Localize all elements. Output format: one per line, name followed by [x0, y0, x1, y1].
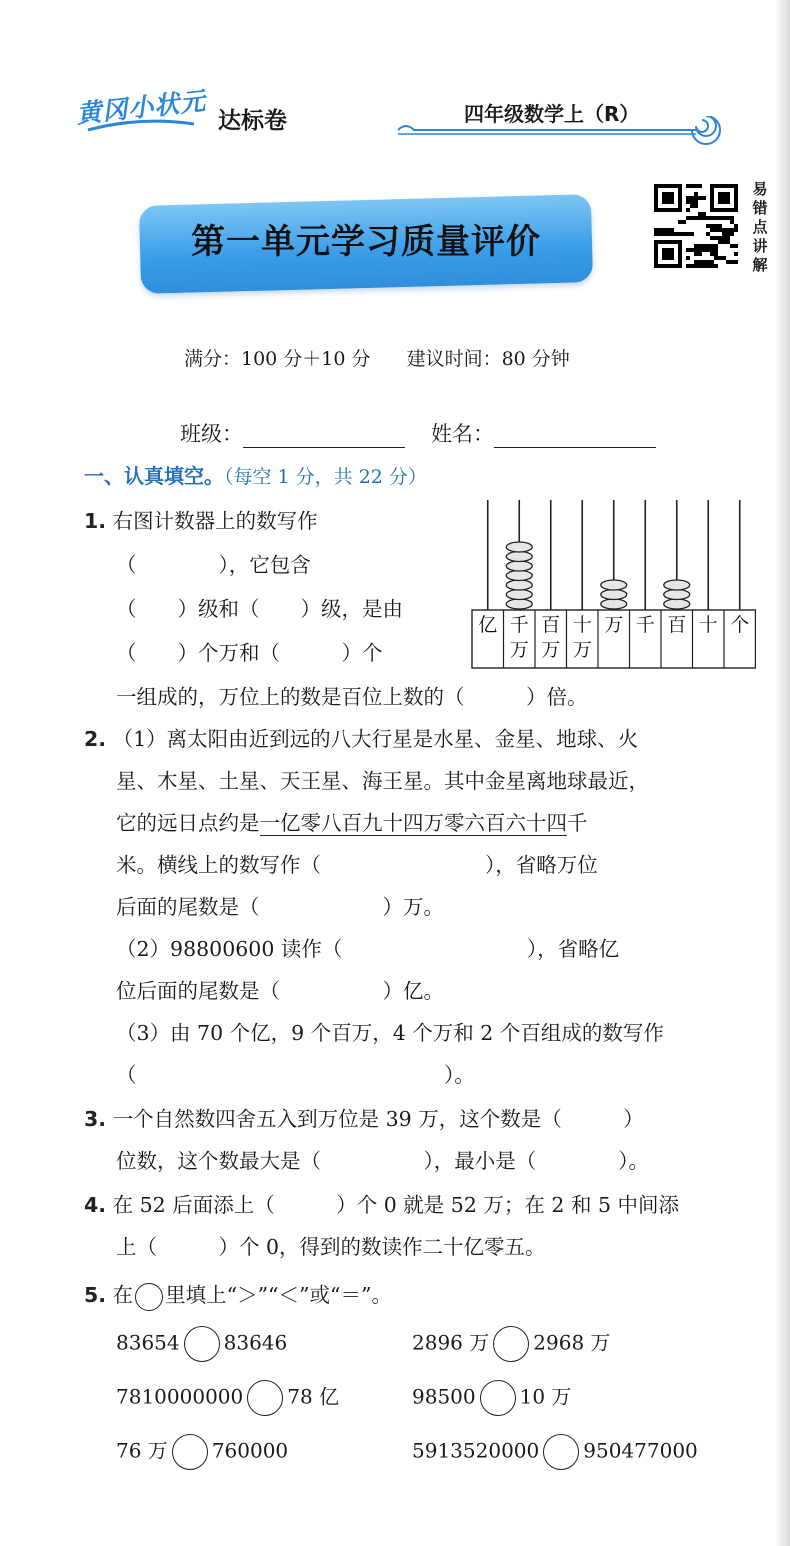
compare-item [116, 1380, 339, 1416]
compare-right: 10 万 [519, 1384, 572, 1409]
compare-right: 760000 [211, 1438, 289, 1463]
answer-circle[interactable] [247, 1380, 283, 1416]
abacus-place-label: 千 [509, 614, 529, 636]
abacus-place-label: 个 [730, 614, 750, 636]
q2-text: 千 [567, 811, 588, 835]
section-heading [84, 460, 427, 489]
abacus-bead [506, 561, 532, 571]
abacus-bead [506, 552, 532, 562]
q2-part2-line-2[interactable]: 位后面的尾数是（ ）亿。 [116, 979, 444, 1003]
q1-line-5[interactable]: 一组成的，万位上的数是百位上数的（ ）倍。 [116, 685, 588, 709]
compare-item [116, 1326, 287, 1362]
abacus-place-label: 万 [604, 614, 624, 636]
abacus-bead [506, 580, 532, 590]
q2-part2-line-1[interactable]: （2）98800600 读作（ ），省略亿 [116, 937, 620, 961]
q3-text: 一个自然数四舍五入到万位是 39 万，这个数是（ ） [112, 1107, 644, 1131]
qr-code-icon[interactable] [654, 184, 738, 268]
abacus-figure [470, 498, 756, 670]
qr-label-char: 易 [752, 180, 768, 198]
answer-circle[interactable] [493, 1326, 529, 1362]
abacus-bead [601, 590, 627, 600]
full-score: 满分：100 分＋10 分 [184, 348, 371, 370]
section-title: 一、认真填空。 [84, 464, 224, 488]
qr-label-char: 点 [752, 218, 768, 236]
q1-line-2[interactable]: （ ），它包含 [116, 553, 311, 577]
q2-line-5[interactable]: 后面的尾数是（ ）万。 [116, 895, 444, 919]
abacus-place-label: 万 [572, 639, 592, 661]
abacus-bead [506, 590, 532, 600]
q1-line-1 [84, 504, 318, 534]
compare-left: 76 万 [116, 1438, 168, 1463]
q4-text: 在 52 后面添上（ ）个 0 就是 52 万；在 2 和 5 中间添 [112, 1193, 680, 1217]
answer-circle[interactable] [543, 1434, 579, 1470]
compare-left: 83654 [116, 1330, 180, 1355]
compare-right: 83646 [223, 1330, 288, 1355]
abacus-bead [601, 599, 627, 609]
compare-circle-icon [135, 1283, 163, 1311]
q2-part3-line-2[interactable]: （ ）。 [116, 1063, 475, 1087]
q2-line-4[interactable]: 米。横线上的数写作（ ），省略万位 [116, 853, 598, 877]
q2-text: （1）离太阳由近到远的八大行星是水星、金星、地球、火 [112, 727, 639, 751]
brand-swoosh-icon [86, 118, 196, 134]
answer-circle[interactable] [480, 1380, 516, 1416]
q1-text: 右图计数器上的数写作 [112, 509, 318, 533]
qr-label [748, 180, 772, 275]
compare-item [412, 1434, 698, 1470]
page-edge-shadow [774, 0, 790, 1546]
question-number: 5. [84, 1283, 107, 1307]
suggested-time: 建议时间：80 分钟 [406, 348, 570, 370]
question-number: 3. [84, 1107, 107, 1131]
abacus-place-label: 亿 [478, 614, 498, 636]
compare-left: 7810000000 [116, 1384, 244, 1409]
brand-logo: 黄冈小状元 [74, 86, 208, 129]
q3-line-1[interactable] [84, 1102, 644, 1132]
q1-line-4[interactable]: （ ）个万和（ ）个 [116, 641, 383, 665]
class-field[interactable] [243, 423, 405, 448]
series-name: 达标卷 [218, 108, 287, 134]
compare-right: 2968 万 [533, 1330, 611, 1355]
qr-label-char: 解 [752, 256, 768, 274]
compare-left: 2896 万 [412, 1330, 490, 1355]
q1-line-3[interactable]: （ ）级和（ ）级，是由 [116, 597, 403, 621]
abacus-place-label: 十 [572, 614, 592, 636]
question-number: 4. [84, 1193, 107, 1217]
grade-label: 四年级数学上（R） [464, 102, 640, 126]
q5-text: 里填上“＞”“＜”或“＝”。 [165, 1283, 392, 1307]
abacus-place-label: 百 [667, 614, 687, 636]
q5-text: 在 [112, 1283, 134, 1307]
compare-right: 950477000 [583, 1438, 698, 1463]
q2-line-2: 星、木星、土星、天王星、海王星。其中金星离地球最近， [116, 769, 649, 793]
abacus-bead [664, 599, 690, 609]
compare-item [412, 1326, 611, 1362]
compare-left: 98500 [412, 1384, 476, 1409]
q2-part3-line-1: （3）由 70 个亿，9 个百万，4 个万和 2 个百组成的数写作 [116, 1021, 664, 1045]
section-score-note: （每空 1 分，共 22 分） [224, 466, 427, 488]
abacus-bead [506, 599, 532, 609]
compare-item [412, 1380, 571, 1416]
answer-circle[interactable] [184, 1326, 220, 1362]
q4-line-2[interactable]: 上（ ）个 0，得到的数读作二十亿零五。 [116, 1235, 546, 1259]
qr-label-char: 错 [752, 199, 768, 217]
abacus-place-label: 千 [635, 614, 655, 636]
q2-line-1 [84, 722, 638, 752]
abacus-place-label: 百 [541, 614, 561, 636]
question-number: 2. [84, 727, 107, 751]
exam-meta [184, 344, 600, 371]
name-label: 姓名： [431, 422, 494, 446]
question-number: 1. [84, 509, 107, 533]
answer-circle[interactable] [172, 1434, 208, 1470]
q5-instruction [84, 1278, 392, 1311]
name-field[interactable] [494, 423, 656, 448]
q4-line-1[interactable] [84, 1188, 679, 1218]
abacus-place-label: 十 [698, 614, 718, 636]
compare-item [116, 1434, 288, 1470]
abacus-bead [506, 571, 532, 581]
q2-line-3 [116, 806, 588, 836]
compare-right: 78 亿 [287, 1384, 340, 1409]
abacus-place-label: 万 [509, 639, 529, 661]
underlined-number-words: 一亿零八百九十四万零六百六十四 [259, 811, 567, 835]
abacus-bead [664, 590, 690, 600]
class-label: 班级： [180, 422, 243, 446]
abacus-place-label: 万 [541, 639, 561, 661]
student-info [180, 418, 656, 448]
q2-text: 它的远日点约是 [116, 811, 260, 835]
abacus-bead [601, 580, 627, 590]
compare-left: 5913520000 [412, 1438, 540, 1463]
abacus-bead [506, 542, 532, 552]
qr-label-char: 讲 [752, 237, 768, 255]
page-title: 第一单元学习质量评价 [191, 222, 541, 262]
q3-line-2[interactable]: 位数，这个数最大是（ ），最小是（ ）。 [116, 1149, 649, 1173]
abacus-bead [664, 580, 690, 590]
